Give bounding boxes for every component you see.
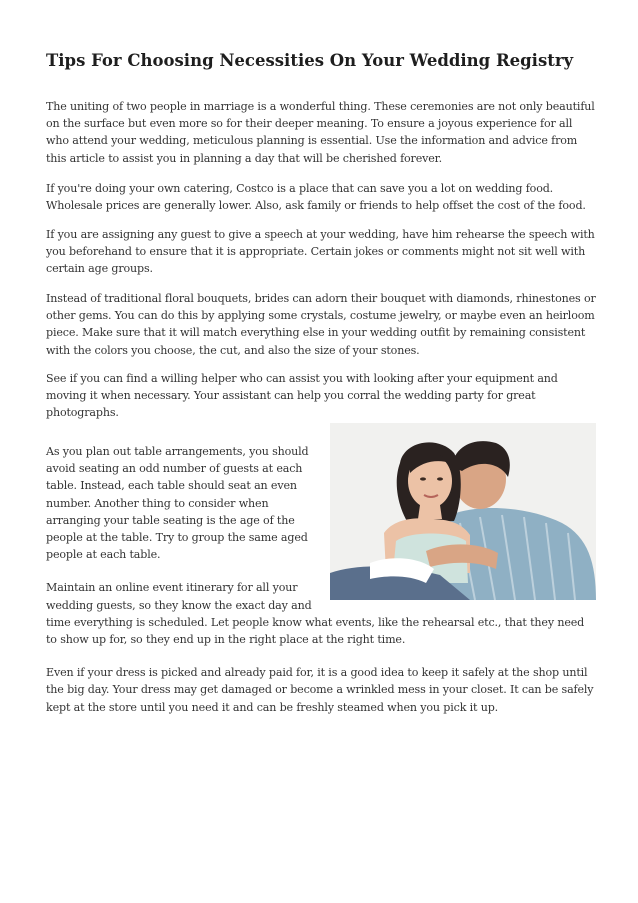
couple-photo <box>330 423 596 600</box>
article-title: Tips For Choosing Necessities On Your Wedding Registry <box>46 51 574 70</box>
paragraph-tables: As you plan out table arrangements, you should avoid seating an odd number of guests at each table. Instead, each table should seat an even number. Another thing to consider when arranging your table seating is the age of the people at the table. Try to group the same aged people at each table. <box>46 445 309 562</box>
paragraph-itinerary: Maintain an online event itinerary for all your wedding guests, so they know the exact day and time everything is scheduled. Let people know what events, like the rehearsal etc., that they need to show up for, so they end up in the right place at the right time. <box>46 581 585 647</box>
paragraph-speech: If you are assigning any guest to give a speech at your wedding, have him rehearse the speech with you beforehand to ensure that it is appropriate. Certain jokes or comments might not sit well with certain age groups. <box>46 228 595 276</box>
paragraph-catering: If you're doing your own catering, Costco is a place that can save you a lot on wedding food. Wholesale prices are generally lower. Also, ask family or friends to help offset the cost of the food. <box>46 182 586 213</box>
float-section <box>46 443 596 732</box>
paragraph-helper: See if you can find a willing helper who can assist you with looking after your equipment and moving it when necessary. Your assistant can help you corral the wedding party for great photographs. <box>46 372 558 420</box>
paragraph-intro: The uniting of two people in marriage is a wonderful thing. These ceremonies are not only beautiful on the surface but even more so for their deeper meaning. To ensure a joyous experience for all who attend your wedding, meticulous planning is essential. Use the information and advice from this article to assist you in planning a day that will be cherished forever. <box>46 100 595 165</box>
paragraph-dress: Even if your dress is picked and already paid for, it is a good idea to keep it safely at the shop until the big day. Your dress may get damaged or become a wrinkled mess in your closet. It can be safely kept at the store until you need it and can be freshly steamed when you pick it up. <box>46 666 594 714</box>
paragraph-bouquet: Instead of traditional floral bouquets, brides can adorn their bouquet with diamonds, rhinestones or other gems. You can do this by applying some crystals, costume jewelry, or maybe even an heirloom piece. Make sure that it will match everything else in your wedding outfit by remaining consistent with the colors you choose, the cut, and also the size of your stones. <box>46 292 596 357</box>
